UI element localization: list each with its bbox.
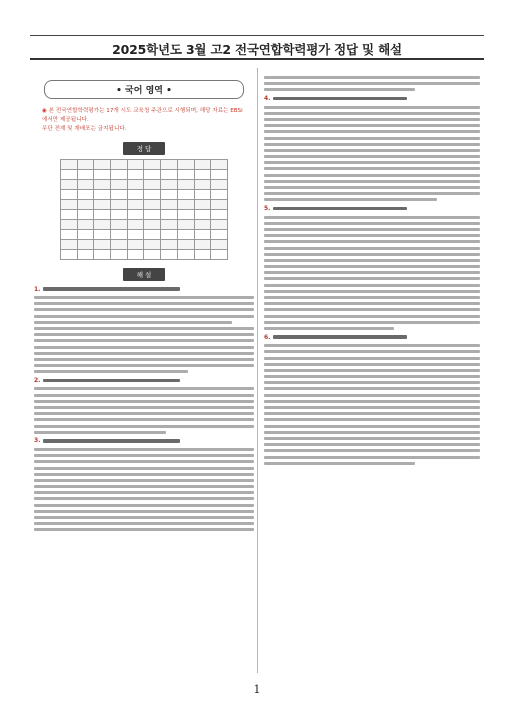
text-line: [264, 82, 480, 85]
text-line: [34, 516, 254, 519]
text-line: [34, 296, 254, 299]
text-line: [264, 186, 480, 189]
item-body: [34, 387, 254, 433]
text-line: [34, 321, 232, 324]
column-divider: [257, 68, 258, 673]
text-line: [264, 449, 480, 452]
text-line: [264, 240, 480, 243]
item-number: 5.: [264, 205, 271, 213]
text-line: [264, 198, 437, 201]
text-line: [264, 406, 480, 409]
item-heading-text: [43, 379, 179, 383]
text-line: [34, 418, 254, 421]
answer-key-label: 정 답: [123, 142, 165, 155]
text-line: [264, 315, 480, 318]
text-line: [264, 394, 480, 397]
text-line: [264, 357, 480, 360]
item-heading: [34, 376, 254, 384]
text-line: [264, 363, 480, 366]
left-column: [34, 68, 254, 535]
item-heading-text: [273, 207, 407, 211]
text-line: [34, 394, 254, 397]
text-line: [34, 485, 254, 488]
text-line: [264, 222, 480, 225]
text-line: [264, 155, 480, 158]
text-line: [34, 467, 254, 470]
text-line: [264, 161, 480, 164]
text-line: [34, 504, 254, 507]
text-line: [264, 174, 480, 177]
text-line: [264, 350, 480, 353]
text-line: [264, 443, 480, 446]
text-line: [34, 479, 254, 482]
text-line: [34, 364, 254, 367]
item-heading: [34, 285, 254, 293]
text-line: [34, 497, 254, 500]
text-line: [264, 180, 480, 183]
item-heading-text: [43, 287, 179, 291]
item-heading-text: [273, 335, 407, 339]
text-line: [264, 112, 480, 115]
answer-key-table: [60, 159, 228, 260]
item-number: 2.: [34, 376, 41, 384]
item-body: [264, 106, 480, 202]
text-line: [264, 296, 480, 299]
item-number: 1.: [34, 285, 41, 293]
text-line: [264, 137, 480, 140]
text-line: [34, 454, 254, 457]
text-line: [264, 76, 480, 79]
text-line: [264, 302, 480, 305]
text-line: [34, 431, 166, 434]
notice-line-1: ◉ 본 전국연합학력평가는 17개 시도 교육청 주관으로 시행되며, 해당 자료는 EBSi에서만 제공됩니다.: [42, 108, 243, 123]
text-line: [264, 118, 480, 121]
text-line: [34, 327, 254, 330]
text-line: [264, 284, 480, 287]
item-number: 3.: [34, 437, 41, 445]
text-line: [34, 425, 254, 428]
text-line: [34, 308, 254, 311]
text-line: [264, 381, 480, 384]
text-line: [264, 462, 415, 465]
text-line: [264, 344, 480, 347]
text-line: [34, 387, 254, 390]
notice-block: [34, 107, 254, 134]
text-line: [264, 106, 480, 109]
text-line: [264, 247, 480, 250]
text-line: [264, 369, 480, 372]
text-line: [34, 302, 254, 305]
text-line: [264, 234, 480, 237]
text-line: [264, 437, 480, 440]
text-line: [264, 271, 480, 274]
item-heading-text: [43, 439, 179, 443]
text-line: [264, 290, 480, 293]
text-line: [34, 358, 254, 361]
item-heading: [264, 205, 480, 213]
text-line: [264, 253, 480, 256]
text-line: [34, 412, 254, 415]
text-line: [264, 149, 480, 152]
item-number: 4.: [264, 95, 271, 103]
text-line: [34, 460, 254, 463]
text-line: [264, 375, 480, 378]
right-items: [264, 95, 480, 465]
item-heading: [264, 95, 480, 103]
item-heading-text: [273, 97, 407, 101]
text-line: [34, 352, 254, 355]
item-body: [264, 216, 480, 330]
text-line: [264, 277, 480, 280]
text-line: [264, 216, 480, 219]
text-line: [264, 259, 480, 262]
page-number: 1: [253, 683, 261, 696]
text-line: [34, 315, 254, 318]
text-line: [264, 418, 480, 421]
text-line: [264, 425, 480, 428]
text-line: [34, 400, 254, 403]
text-line: [34, 406, 254, 409]
text-line: [34, 510, 254, 513]
text-line: [264, 192, 480, 195]
text-line: [264, 387, 480, 390]
title-rule-bottom: [30, 58, 484, 60]
text-line: [264, 143, 480, 146]
text-line: [264, 308, 480, 311]
text-line: [34, 346, 254, 349]
text-line: [34, 370, 188, 373]
text-line: [264, 167, 480, 170]
text-line: [34, 491, 254, 494]
text-line: [264, 327, 394, 330]
subject-badge: • 국어 영역 •: [44, 80, 244, 99]
explanation-label: 해 설: [123, 268, 165, 281]
right-column: [264, 68, 480, 468]
item-heading: [34, 437, 254, 445]
text-line: [34, 448, 254, 451]
title-rule-top: [30, 35, 484, 36]
left-items: [34, 285, 254, 531]
text-line: [34, 522, 254, 525]
text-line: [264, 130, 480, 133]
page-title: 2025학년도 3월 고2 전국연합학력평가 정답 및 해설: [112, 42, 402, 57]
text-line: [34, 528, 254, 531]
text-line: [34, 333, 254, 336]
text-line: [264, 321, 480, 324]
text-line: [264, 400, 480, 403]
text-line: [264, 431, 480, 434]
item-body: [264, 344, 480, 465]
text-line: [264, 456, 480, 459]
item-body: [34, 296, 254, 373]
text-line: [264, 228, 480, 231]
item-body: [34, 448, 254, 531]
text-line: [264, 412, 480, 415]
text-line: [264, 265, 480, 268]
text-line: [34, 339, 254, 342]
item-heading: [264, 333, 480, 341]
right-intro-text: [264, 76, 480, 91]
notice-line-2: 무단 전재 및 재배포는 금지됩니다.: [42, 126, 127, 132]
text-line: [264, 88, 415, 91]
text-line: [34, 473, 254, 476]
text-line: [264, 124, 480, 127]
item-number: 6.: [264, 333, 271, 341]
